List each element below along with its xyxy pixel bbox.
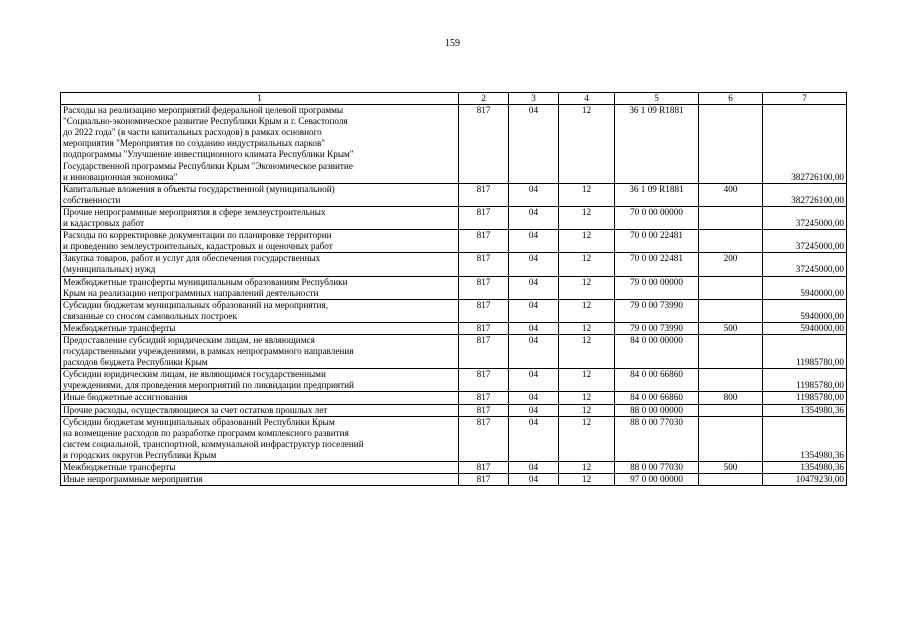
section-code: 04 — [509, 206, 559, 229]
column-number: 6 — [699, 93, 763, 105]
expense-type-code: 500 — [699, 462, 763, 474]
target-article-code: 88 0 00 00000 — [615, 404, 699, 416]
expense-type-code — [699, 206, 763, 229]
subsection-code: 12 — [559, 416, 615, 461]
section-code: 04 — [509, 392, 559, 404]
amount: 5940000,00 — [763, 299, 847, 322]
target-article-code: 88 0 00 77030 — [615, 416, 699, 461]
amount: 11985780,00 — [763, 334, 847, 368]
row-description: Субсидии бюджетам муниципальных образований Республики Крым на возмещение расходов по разработке программ комплексного развития систем социальной, транспортной, коммунальной инфраструктур поселений и городских округов Республики Крым — [61, 416, 459, 461]
column-number: 4 — [559, 93, 615, 105]
target-article-code: 36 1 09 R1881 — [615, 105, 699, 184]
section-code: 04 — [509, 105, 559, 184]
target-article-code: 79 0 00 73990 — [615, 322, 699, 334]
table-row — [61, 230, 847, 253]
table-row — [61, 183, 847, 206]
ministry-code: 817 — [459, 322, 509, 334]
table-row — [61, 105, 847, 184]
section-code: 04 — [509, 276, 559, 299]
expense-type-code: 200 — [699, 253, 763, 276]
row-description: Иные бюджетные ассигнования — [61, 392, 459, 404]
target-article-code: 36 1 09 R1881 — [615, 183, 699, 206]
subsection-code: 12 — [559, 105, 615, 184]
ministry-code: 817 — [459, 299, 509, 322]
subsection-code: 12 — [559, 183, 615, 206]
section-code: 04 — [509, 334, 559, 368]
column-number-row — [61, 93, 847, 105]
page-number: 159 — [445, 38, 460, 49]
ministry-code: 817 — [459, 404, 509, 416]
table-row — [61, 474, 847, 486]
target-article-code: 70 0 00 22481 — [615, 253, 699, 276]
column-number: 2 — [459, 93, 509, 105]
table-row — [61, 276, 847, 299]
column-number: 1 — [61, 93, 459, 105]
section-code: 04 — [509, 230, 559, 253]
amount: 37245000,00 — [763, 253, 847, 276]
subsection-code: 12 — [559, 206, 615, 229]
row-description: Иные непрограммные мероприятия — [61, 474, 459, 486]
row-description: Межбюджетные трансферты — [61, 322, 459, 334]
table-row — [61, 392, 847, 404]
target-article-code: 88 0 00 77030 — [615, 462, 699, 474]
expense-type-code: 400 — [699, 183, 763, 206]
ministry-code: 817 — [459, 462, 509, 474]
row-description: Предоставление субсидий юридическим лицам, не являющимся государственными учреждениями, в рамках непрограммного направления расходов бюджета Республики Крым — [61, 334, 459, 368]
section-code: 04 — [509, 299, 559, 322]
amount: 382726100,00 — [763, 183, 847, 206]
row-description: Расходы по корректировке документации по планировке территории и проведению землеустроительных, кадастровых и оценочных работ — [61, 230, 459, 253]
subsection-code: 12 — [559, 322, 615, 334]
row-description: Субсидии юридическим лицам, не являющимся государственными учреждениями, для проведения мероприятий по ликвидации предприятий — [61, 369, 459, 392]
ministry-code: 817 — [459, 276, 509, 299]
row-description: Закупка товаров, работ и услуг для обеспечения государственных (муниципальных) нужд — [61, 253, 459, 276]
row-description: Межбюджетные трансферты — [61, 462, 459, 474]
budget-table — [60, 92, 847, 486]
expense-type-code — [699, 299, 763, 322]
subsection-code: 12 — [559, 474, 615, 486]
subsection-code: 12 — [559, 404, 615, 416]
expense-type-code — [699, 276, 763, 299]
target-article-code: 79 0 00 00000 — [615, 276, 699, 299]
column-number: 5 — [615, 93, 699, 105]
target-article-code: 79 0 00 73990 — [615, 299, 699, 322]
target-article-code: 84 0 00 00000 — [615, 334, 699, 368]
subsection-code: 12 — [559, 230, 615, 253]
amount: 10479230,00 — [763, 474, 847, 486]
target-article-code: 70 0 00 22481 — [615, 230, 699, 253]
amount: 1354980,36 — [763, 404, 847, 416]
ministry-code: 817 — [459, 474, 509, 486]
section-code: 04 — [509, 416, 559, 461]
amount: 11985780,00 — [763, 392, 847, 404]
ministry-code: 817 — [459, 253, 509, 276]
section-code: 04 — [509, 183, 559, 206]
target-article-code: 70 0 00 00000 — [615, 206, 699, 229]
amount: 37245000,00 — [763, 206, 847, 229]
ministry-code: 817 — [459, 206, 509, 229]
subsection-code: 12 — [559, 462, 615, 474]
ministry-code: 817 — [459, 105, 509, 184]
subsection-code: 12 — [559, 253, 615, 276]
ministry-code: 817 — [459, 230, 509, 253]
table-row — [61, 404, 847, 416]
ministry-code: 817 — [459, 416, 509, 461]
ministry-code: 817 — [459, 183, 509, 206]
table-row — [61, 462, 847, 474]
row-description: Расходы на реализацию мероприятий федеральной целевой программы "Социально-экономическое развитие Республики Крым и г. Севастополя до 2022 года" (в части капитальных расходов) в рамках основного мероприятия "Мероприятия по созданию индустриальных парков" подпрограммы "Улучшение инвестиционного климата Республики Крым" Государственной программы Республики Крым "Экономическое развитие и инновационная экономика" — [61, 105, 459, 184]
ministry-code: 817 — [459, 392, 509, 404]
ministry-code: 817 — [459, 334, 509, 368]
section-code: 04 — [509, 253, 559, 276]
target-article-code: 84 0 00 66860 — [615, 369, 699, 392]
subsection-code: 12 — [559, 276, 615, 299]
amount: 5940000,00 — [763, 276, 847, 299]
row-description: Капитальные вложения в объекты государственной (муниципальной) собственности — [61, 183, 459, 206]
expense-type-code — [699, 474, 763, 486]
table-row — [61, 416, 847, 461]
amount: 1354980,36 — [763, 416, 847, 461]
subsection-code: 12 — [559, 299, 615, 322]
expense-type-code — [699, 334, 763, 368]
amount: 37245000,00 — [763, 230, 847, 253]
row-description: Прочие расходы, осуществляющиеся за счет остатков прошлых лет — [61, 404, 459, 416]
amount: 1354980,36 — [763, 462, 847, 474]
expense-type-code — [699, 105, 763, 184]
table-row — [61, 322, 847, 334]
section-code: 04 — [509, 462, 559, 474]
table-row — [61, 334, 847, 368]
row-description: Субсидии бюджетам муниципальных образований на мероприятия, связанные со сносом самовольных построек — [61, 299, 459, 322]
table-row — [61, 369, 847, 392]
amount: 11985780,00 — [763, 369, 847, 392]
target-article-code: 84 0 00 66860 — [615, 392, 699, 404]
section-code: 04 — [509, 474, 559, 486]
table-row — [61, 299, 847, 322]
table-row — [61, 253, 847, 276]
row-description: Прочие непрограммные мероприятия в сфере землеустроительных и кадастровых работ — [61, 206, 459, 229]
amount: 382726100,00 — [763, 105, 847, 184]
subsection-code: 12 — [559, 392, 615, 404]
subsection-code: 12 — [559, 334, 615, 368]
amount: 5940000,00 — [763, 322, 847, 334]
subsection-code: 12 — [559, 369, 615, 392]
target-article-code: 97 0 00 00000 — [615, 474, 699, 486]
expense-type-code — [699, 369, 763, 392]
expense-type-code — [699, 230, 763, 253]
section-code: 04 — [509, 404, 559, 416]
row-description: Межбюджетные трансферты муниципальным образованиям Республики Крым на реализацию непрограммных направлений деятельности — [61, 276, 459, 299]
section-code: 04 — [509, 369, 559, 392]
column-number: 3 — [509, 93, 559, 105]
expense-type-code — [699, 404, 763, 416]
expense-type-code — [699, 416, 763, 461]
expense-type-code: 800 — [699, 392, 763, 404]
expense-type-code: 500 — [699, 322, 763, 334]
table-row — [61, 206, 847, 229]
ministry-code: 817 — [459, 369, 509, 392]
section-code: 04 — [509, 322, 559, 334]
column-number: 7 — [763, 93, 847, 105]
